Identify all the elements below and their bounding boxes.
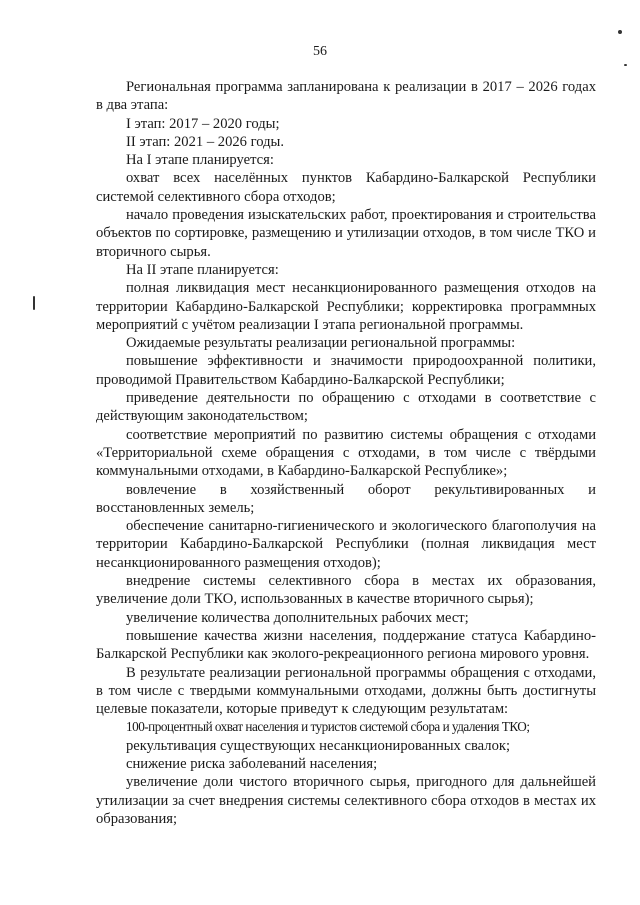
paragraph-result-1: повышение эффективности и значимости природоохранной политики, проводимой Правительством Кабардино-Балкарской Республики; <box>96 353 596 388</box>
paragraph-result-5: обеспечение санитарно-гигиенического и экологического благополучия на территории Кабардино-Балкарской Республики (полная ликвидация мест несанкционированного размещения отходов); <box>96 518 596 571</box>
paragraph-program-period: Региональная программа запланирована к реализации в 2017 – 2026 годах в два этапа: <box>96 79 596 114</box>
paragraph-stage-1-item-2: начало проведения изыскательских работ, проектирования и строительства объектов по сортировке, размещению и утилизации отходов, в том числе ТКО и вторичного сырья. <box>96 207 596 260</box>
paragraph-result-4: вовлечение в хозяйственный оборот рекультивированных и восстановленных земель; <box>96 481 596 516</box>
paragraph-stage-1-item-1: охват всех населённых пунктов Кабардино-Балкарской Республики системой селективного сбора отходов; <box>96 170 596 205</box>
document-body <box>96 78 596 828</box>
paragraph-target-1: 100-процентный охват населения и туристов системой сбора и удаления ТКО; <box>126 719 530 735</box>
paragraph-result-3: соответствие мероприятий по развитию системы обращения с отходами «Территориальной схеме обращения с отходами, в том числе с твёрдыми коммунальными отходами, в Кабардино-Балкарской Республике»; <box>96 426 596 480</box>
paragraph-target-3: снижение риска заболеваний населения; <box>126 755 378 772</box>
paragraph-stage-1-dates: I этап: 2017 – 2020 годы; <box>126 115 280 132</box>
paragraph-result-8: повышение качества жизни населения, поддержание статуса Кабардино-Балкарской Республики как эколого-рекреационного региона мирового уровня. <box>96 627 596 663</box>
paragraph-result-7: увеличение количества дополнительных рабочих мест; <box>126 609 469 626</box>
scan-speck <box>624 64 627 66</box>
paragraph-stage-2-item-1: полная ликвидация мест несанкционированного размещения отходов на территории Кабардино-Балкарской Республики; корректировка программных мероприятий с учётом реализации I этапа региональной программы. <box>96 280 596 333</box>
paragraph-result-2: приведение деятельности по обращению с отходами в соответствие с действующим законодательством; <box>96 390 596 425</box>
paragraph-target-2: рекультивация существующих несанкционированных свалок; <box>126 737 511 754</box>
scan-speck <box>33 296 35 310</box>
paragraph-targets-intro: В результате реализации региональной программы обращения с отходами, в том числе с твердыми коммунальными отходами, должны быть достигнуты целевые показатели, которые приведут к следующим результатам: <box>96 664 596 718</box>
paragraph-target-4: увеличение доли чистого вторичного сырья, пригодного для дальнейшей утилизации за счет внедрения системы селективного сбора отходов в местах их образования; <box>96 774 596 827</box>
paragraph-stage-2-heading: На II этапе планируется: <box>126 261 279 278</box>
paragraph-stage-1-heading: На I этапе планируется: <box>126 152 274 169</box>
paragraph-expected-results-heading: Ожидаемые результаты реализации региональной программы: <box>126 335 516 352</box>
paragraph-stage-2-dates: II этап: 2021 – 2026 годы. <box>126 133 284 150</box>
paragraph-result-6: внедрение системы селективного сбора в местах их образования, увеличение доли ТКО, использованных в качестве вторичного сырья); <box>96 573 596 608</box>
page-number: 56 <box>313 44 327 59</box>
scan-speck <box>618 30 622 34</box>
